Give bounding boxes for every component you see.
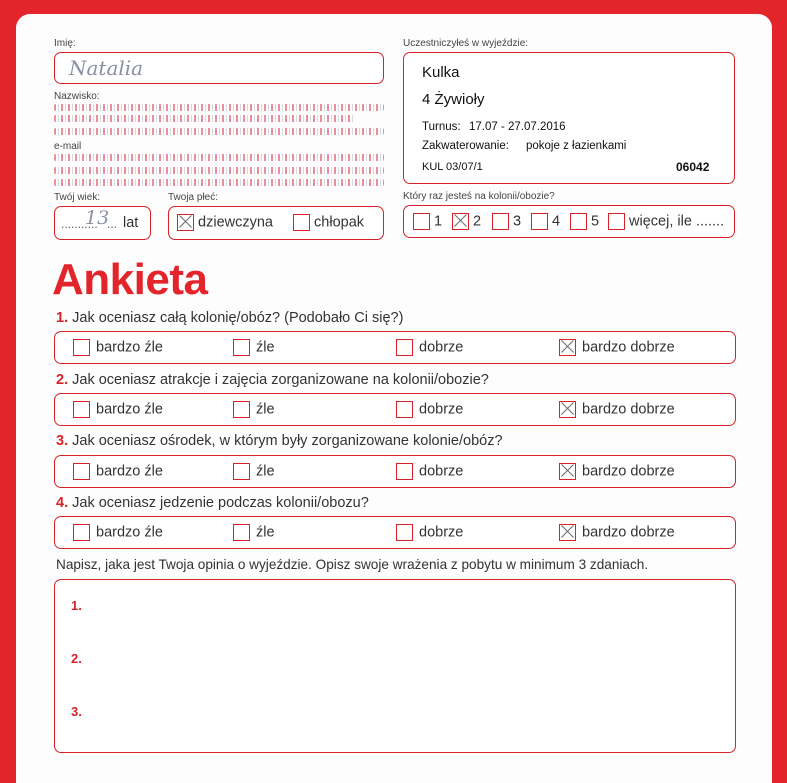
times-option-label: 2	[473, 213, 482, 230]
question-4-answers	[54, 516, 736, 549]
rating-label: źle	[256, 524, 275, 541]
rating-option[interactable]	[73, 401, 163, 418]
rating-option[interactable]	[73, 524, 163, 541]
name-value: Natalia	[69, 56, 144, 80]
rating-checkbox[interactable]	[73, 524, 90, 541]
rating-option[interactable]	[559, 401, 675, 418]
rating-option[interactable]	[233, 339, 275, 356]
question-3-answers	[54, 455, 736, 488]
rating-checkbox[interactable]	[559, 463, 576, 480]
rating-checkbox[interactable]	[396, 524, 413, 541]
name-field[interactable]	[54, 52, 384, 84]
times-option-label: więcej, ile .......	[629, 213, 725, 230]
question-text: Jak oceniasz jedzenie podczas kolonii/obozu?	[72, 495, 369, 511]
times-option-label: 4	[552, 213, 561, 230]
question-1-answers	[54, 331, 736, 364]
age-value: 13	[85, 207, 110, 229]
rating-label: źle	[256, 339, 275, 356]
rating-label: dobrze	[419, 401, 464, 418]
rating-checkbox[interactable]	[233, 401, 250, 418]
question-text: Jak oceniasz ośrodek, w którym były zorganizowane kolonie/obóz?	[72, 433, 503, 449]
email-redacted	[54, 154, 384, 161]
rating-label: źle	[256, 463, 275, 480]
times-option-3[interactable]	[492, 213, 521, 230]
rating-label: bardzo dobrze	[582, 524, 675, 541]
rating-label: bardzo źle	[96, 339, 163, 356]
trip-code: KUL 03/07/1	[422, 161, 483, 173]
age-dots-prefix: ...........	[61, 217, 98, 231]
rating-label: źle	[256, 401, 275, 418]
rating-label: bardzo dobrze	[582, 339, 675, 356]
rating-option[interactable]	[396, 524, 463, 541]
rating-label: dobrze	[419, 463, 464, 480]
survey-title: Ankieta	[52, 255, 208, 304]
email-redacted-3	[54, 179, 384, 186]
trip-number: 06042	[676, 160, 710, 174]
rating-checkbox[interactable]	[73, 463, 90, 480]
times-option-label: 5	[591, 213, 600, 230]
age-dots-suffix: ...	[107, 217, 118, 231]
rating-option[interactable]	[396, 339, 463, 356]
rating-checkbox[interactable]	[233, 463, 250, 480]
rating-option[interactable]	[233, 463, 275, 480]
trip-camp: Kulka	[422, 64, 460, 81]
times-checkbox[interactable]	[413, 213, 430, 230]
times-option-label: 3	[513, 213, 522, 230]
question-2	[56, 372, 489, 388]
answer-number: 1.	[71, 598, 82, 613]
question-2-answers	[54, 393, 736, 426]
trip-accommodation-value: pokoje z łazienkami	[526, 140, 627, 152]
trip-label: Uczestniczyłeś w wyjeździe:	[403, 38, 529, 49]
gender-field	[168, 206, 384, 240]
rating-option[interactable]	[233, 524, 275, 541]
rating-checkbox[interactable]	[73, 339, 90, 356]
rating-checkbox[interactable]	[396, 463, 413, 480]
rating-label: bardzo źle	[96, 463, 163, 480]
question-number: 4.	[56, 495, 69, 511]
age-field[interactable]	[54, 206, 151, 240]
question-text: Jak oceniasz atrakcje i zajęcia zorganizowane na kolonii/obozie?	[72, 372, 489, 388]
times-option-4[interactable]	[531, 213, 560, 230]
question-3	[56, 433, 503, 449]
gender-option-girl[interactable]	[177, 214, 273, 231]
times-checkbox[interactable]	[570, 213, 587, 230]
survey-sheet	[16, 14, 772, 783]
times-checkbox[interactable]	[531, 213, 548, 230]
rating-checkbox[interactable]	[396, 401, 413, 418]
gender-option-label: chłopak	[314, 214, 365, 231]
opinion-prompt: Napisz, jaka jest Twoja opinia o wyjeździe. Opisz swoje wrażenia z pobytu w minimum 3 zdaniach.	[56, 557, 649, 572]
rating-checkbox[interactable]	[559, 401, 576, 418]
name-label: Imię:	[54, 38, 76, 49]
surname-redacted-2	[54, 115, 354, 122]
email-label: e-mail	[54, 141, 82, 152]
question-4	[56, 495, 369, 511]
trip-turnus-label: Turnus:	[422, 121, 461, 133]
gender-option-label: dziewczyna	[198, 214, 273, 231]
trip-accommodation-label: Zakwaterowanie:	[422, 140, 509, 152]
rating-checkbox[interactable]	[233, 339, 250, 356]
question-number: 2.	[56, 372, 69, 388]
surname-redacted-3	[54, 128, 384, 135]
age-label: Twój wiek:	[54, 192, 101, 203]
rating-label: bardzo dobrze	[582, 401, 675, 418]
times-field	[403, 205, 735, 238]
question-number: 1.	[56, 310, 69, 326]
times-checkbox[interactable]	[492, 213, 509, 230]
rating-label: dobrze	[419, 524, 464, 541]
rating-option[interactable]	[396, 401, 463, 418]
gender-checkbox-girl[interactable]	[177, 214, 194, 231]
rating-option[interactable]	[396, 463, 463, 480]
times-option-1[interactable]	[413, 213, 442, 230]
surname-label: Nazwisko:	[54, 91, 100, 102]
times-label: Który raz jesteś na kolonii/obozie?	[403, 191, 555, 202]
times-option-5[interactable]	[570, 213, 599, 230]
rating-option[interactable]	[73, 339, 163, 356]
rating-option[interactable]	[559, 339, 675, 356]
rating-checkbox[interactable]	[559, 524, 576, 541]
rating-checkbox[interactable]	[396, 339, 413, 356]
rating-label: bardzo źle	[96, 401, 163, 418]
rating-checkbox[interactable]	[73, 401, 90, 418]
surname-redacted	[54, 104, 384, 111]
gender-option-boy[interactable]	[293, 214, 364, 231]
rating-label: bardzo źle	[96, 524, 163, 541]
times-option-2[interactable]	[452, 213, 481, 230]
question-number: 3.	[56, 433, 69, 449]
trip-program: 4 Żywioły	[422, 91, 485, 108]
rating-label: bardzo dobrze	[582, 463, 675, 480]
trip-turnus-value: 17.07 - 27.07.2016	[469, 121, 566, 133]
times-option-label: 1	[434, 213, 443, 230]
gender-checkbox-boy[interactable]	[293, 214, 310, 231]
rating-option[interactable]	[233, 401, 275, 418]
rating-option[interactable]	[559, 463, 675, 480]
rating-option[interactable]	[559, 524, 675, 541]
rating-checkbox[interactable]	[233, 524, 250, 541]
email-redacted-2	[54, 167, 384, 174]
gender-label: Twoja płeć:	[168, 192, 219, 203]
rating-option[interactable]	[73, 463, 163, 480]
trip-info-box	[403, 52, 735, 184]
question-text: Jak oceniasz całą kolonię/obóz? (Podobało Ci się?)	[72, 310, 404, 326]
rating-checkbox[interactable]	[559, 339, 576, 356]
times-option-more[interactable]	[608, 213, 724, 230]
question-1	[56, 310, 403, 326]
opinion-textarea[interactable]	[54, 579, 736, 753]
rating-label: dobrze	[419, 339, 464, 356]
answer-number: 2.	[71, 651, 82, 666]
times-checkbox[interactable]	[452, 213, 469, 230]
answer-number: 3.	[71, 704, 82, 719]
times-checkbox[interactable]	[608, 213, 625, 230]
age-unit: lat	[123, 215, 139, 231]
